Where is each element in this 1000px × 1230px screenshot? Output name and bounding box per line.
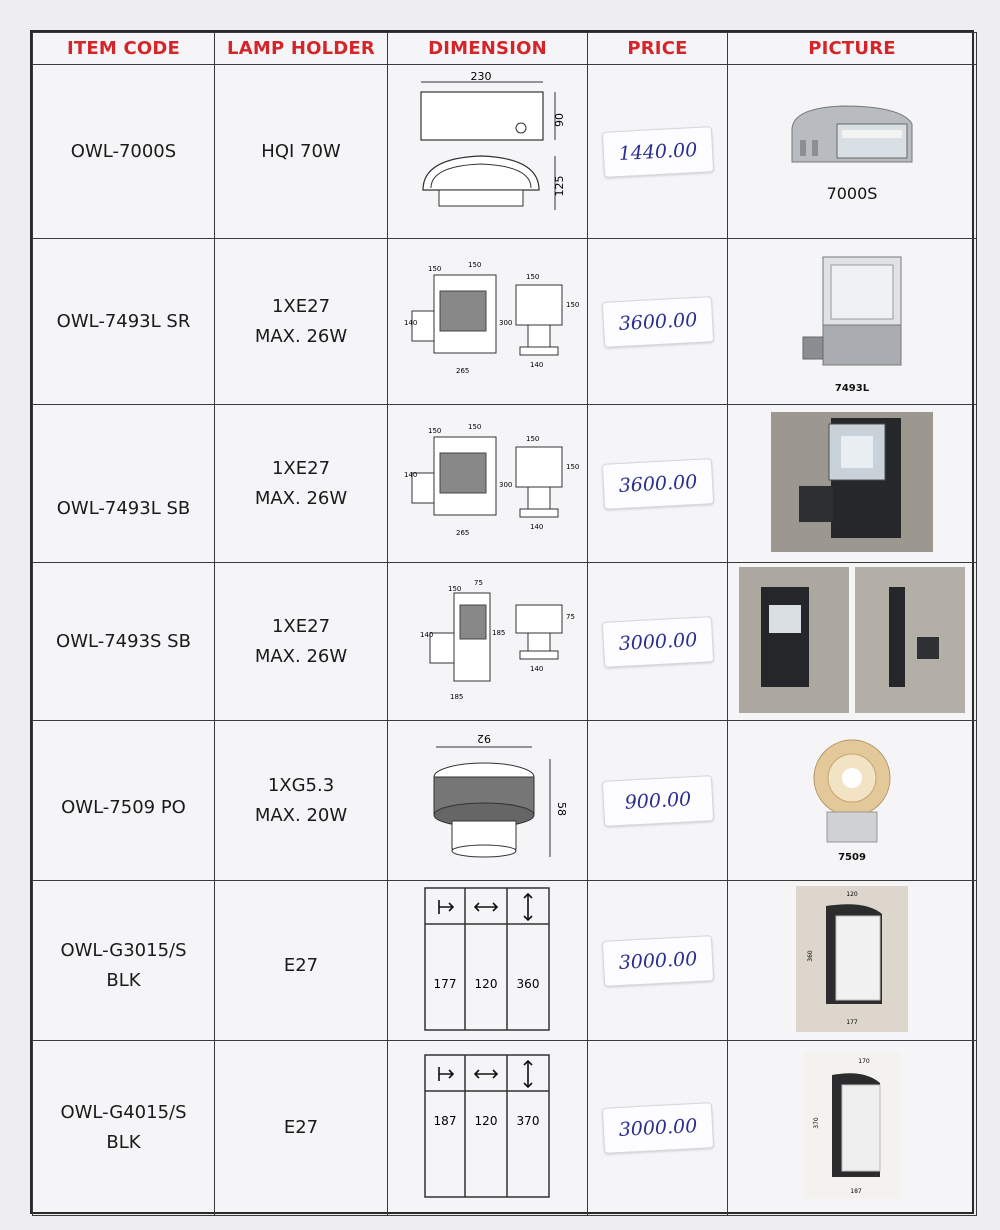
dim-label: 140 [529,522,543,531]
item-code-cell [33,239,215,405]
lamp-holder-cell [215,239,388,405]
item-code-cell [33,563,215,721]
item-code-cell [33,1041,215,1216]
dimension-cell [388,881,588,1041]
item-code-suffix: BLK [106,969,141,991]
item-code: OWL-7493S SB [56,630,191,652]
picture-cell [728,563,977,721]
price-cell [588,405,728,563]
item-code-cell [33,65,215,239]
lamp-holder-cell [215,65,388,239]
picture-caption: 7509 [838,852,866,863]
picture-cell [728,65,977,239]
dim-label: 150 [565,462,579,471]
dim-label: 300 [498,480,512,489]
picture-caption: 7493L [834,383,870,394]
dim-label: 75 [565,612,575,621]
price-sheet [30,30,974,1214]
lamp-holder-wattage: MAX. 26W [254,325,348,347]
dimension-cell [388,65,588,239]
dim-depth: 177 [433,976,456,991]
header-row [33,33,977,65]
dimension-drawing [398,417,578,547]
lamp-holder-cell [215,1041,388,1216]
table-row [33,239,977,405]
table-row [33,563,977,721]
lamp-holder-cell [215,405,388,563]
pic-dim-label: 170 [858,1058,870,1065]
product-picture [782,100,922,180]
item-code: OWL-7493L SR [56,310,191,332]
lamp-holder: 1XE27 [271,295,331,317]
header-dimension: DIMENSION [388,33,588,65]
dim-label: 150 [467,422,481,431]
price-value: 3000.00 [601,616,713,668]
dimension-cell [388,239,588,405]
lamp-holder: E27 [283,1117,319,1138]
product-picture [804,1053,900,1199]
dim-height: 58 [554,801,568,816]
dimension-drawing [398,575,578,705]
item-code: OWL-G4015/S [60,1102,187,1123]
lamp-holder: 1XG5.3 [267,774,335,796]
item-code: OWL-7493L SB [56,497,191,519]
dim-label: 140 [403,318,417,327]
dim-label: 185 [491,628,505,637]
dim-label: 265 [455,366,469,375]
dim-label: 150 [525,272,539,281]
table-row [33,881,977,1041]
dim-width: 120 [474,1114,497,1128]
lamp-holder: E27 [283,954,319,976]
dim-label: 150 [467,260,481,269]
pic-dim-label: 370 [813,1117,820,1129]
price-value: 1440.00 [601,126,713,178]
pic-dim-label: 360 [807,949,814,962]
table-row [33,405,977,563]
dim-label: 150 [447,584,461,593]
price-cell [588,1041,728,1216]
price-value: 3600.00 [601,458,713,510]
price-cell [588,721,728,881]
header-price: PRICE [588,33,728,65]
item-code: OWL-7509 PO [61,796,186,818]
price-value: 3000.00 [601,935,713,987]
price-value: 900.00 [601,775,713,827]
table-row [33,65,977,239]
lamp-holder: 1XE27 [271,615,331,637]
dim-height: 90 [552,112,566,127]
dim-label: 185 [449,692,463,701]
dimension-cell [388,563,588,721]
dim-label: 75 [473,578,483,587]
picture-cell [728,881,977,1041]
lamp-holder-wattage: MAX. 20W [254,804,348,826]
dimension-table [423,884,553,1034]
lamp-holder-cell [215,563,388,721]
item-code: OWL-7000S [70,140,177,162]
lamp-holder-cell [215,881,388,1041]
price-cell [588,563,728,721]
price-cell [588,239,728,405]
dim-label: 140 [403,470,417,479]
dim-height: 360 [516,976,539,991]
lamp-holder-wattage: MAX. 26W [254,487,348,509]
dim-depth: 125 [552,175,566,196]
picture-caption: 7000S [826,184,878,203]
product-photo [739,567,965,713]
dim-diameter: 92 [476,731,491,745]
picture-cell [728,1041,977,1216]
dim-label: 140 [529,360,543,369]
lamp-holder: 1XE27 [271,457,331,479]
header-lamp-holder: LAMP HOLDER [215,33,388,65]
product-picture [796,886,908,1032]
picture-cell [728,721,977,881]
dim-width: 230 [470,69,491,83]
dim-label: 140 [529,664,543,673]
product-photo [771,412,933,552]
lamp-holder-cell [215,721,388,881]
pic-dim-label: 120 [846,890,858,898]
lamp-holder-wattage: MAX. 26W [254,645,348,667]
dim-label: 150 [565,300,579,309]
dimension-cell [388,721,588,881]
dim-height: 370 [516,1114,539,1128]
product-picture [797,738,907,848]
dimension-drawing [398,255,578,385]
dim-label: 150 [525,434,539,443]
price-value: 3000.00 [601,1102,713,1154]
lamp-holder: HQI 70W [261,140,341,162]
item-code: OWL-G3015/S [60,939,187,961]
dimension-cell [388,405,588,563]
dimension-drawing [408,729,568,869]
item-code-cell [33,721,215,881]
item-code-cell [33,405,215,563]
pic-dim-label: 187 [850,1188,862,1195]
dim-depth: 187 [433,1114,456,1128]
dim-label: 150 [427,426,441,435]
price-cell [588,881,728,1041]
header-item-code: ITEM CODE [33,33,215,65]
pic-dim-label: 177 [846,1018,858,1026]
dim-label: 265 [455,528,469,537]
item-code-cell [33,881,215,1041]
product-picture [797,249,907,379]
dim-width: 120 [474,976,497,991]
price-cell [588,65,728,239]
dimension-drawing [403,70,573,230]
header-picture: PICTURE [728,33,977,65]
dim-label: 300 [498,318,512,327]
price-value: 3600.00 [601,296,713,348]
table-row [33,1041,977,1216]
picture-cell [728,239,977,405]
dim-label: 140 [419,630,433,639]
product-table [32,32,977,1216]
item-code-suffix: BLK [106,1132,141,1153]
picture-cell [728,405,977,563]
table-row [33,721,977,881]
dimension-cell [388,1041,588,1216]
dimension-table [423,1051,553,1201]
dim-label: 150 [427,264,441,273]
